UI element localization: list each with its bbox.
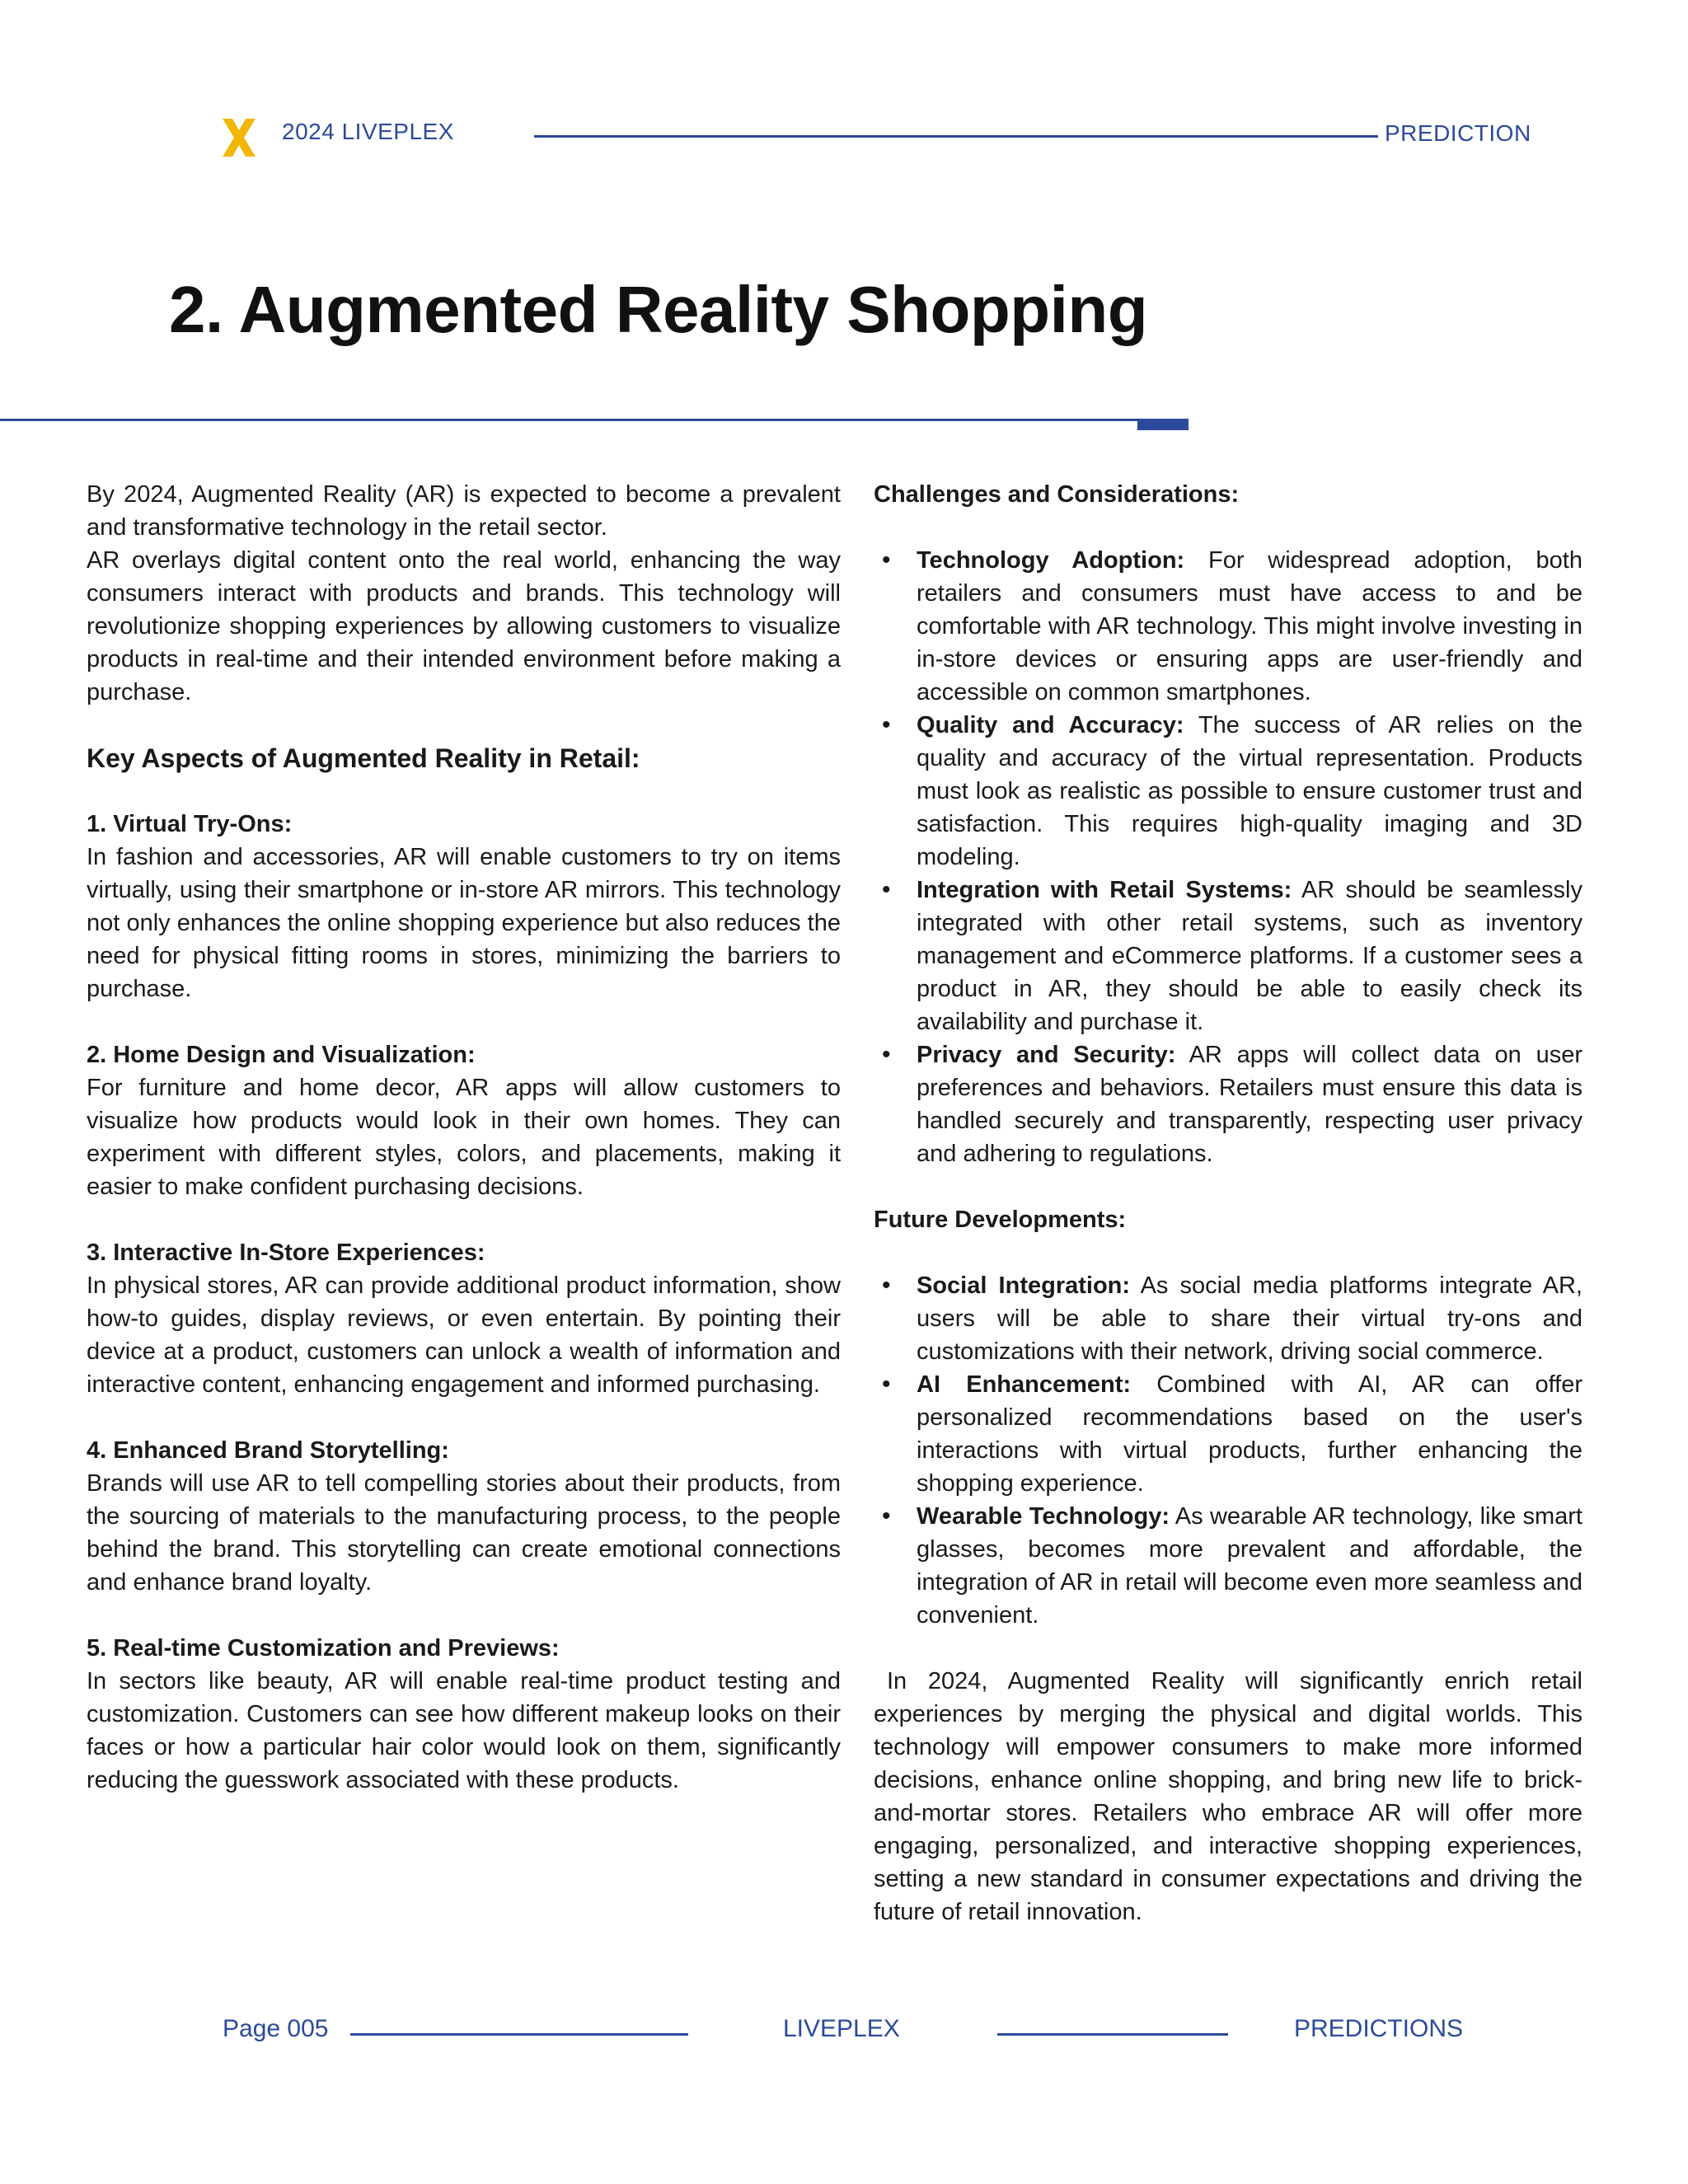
list-item — [874, 709, 1582, 874]
right-column — [874, 478, 1582, 1929]
intro-paragraph-2: AR overlays digital content onto the real world, enhancing the way consumers interact with products and brands. This technology will revolutionize shopping experiences by allowing customers to visualize products in real-time and their intended environment before making a purchase. — [87, 547, 841, 705]
item-label: Wearable Technology: — [917, 1503, 1170, 1530]
aspect-title: 3. Interactive In-Store Experiences: — [87, 1240, 485, 1266]
item-label: Integration with Retail Systems: — [917, 877, 1292, 903]
item-label: Technology Adoption: — [917, 547, 1185, 574]
title-rule-tab — [1137, 419, 1189, 430]
item-text: AR apps will collect data on user preferences and behaviors. Retailers must ensure this data is handled securely and transparently, respecting user privacy and adhering to regulations. — [917, 1042, 1582, 1167]
list-item — [874, 1500, 1582, 1632]
page-title: 2. Augmented Reality Shopping — [169, 273, 1148, 346]
list-item — [874, 1368, 1582, 1500]
item-text: For widespread adoption, both retailers and consumers must have access to and be comfortable with AR technology. This might involve investing in in-store devices or ensuring apps are user-friendly and accessible on common smartphones. — [917, 547, 1582, 705]
challenges-list — [874, 544, 1582, 1170]
aspect-body: In sectors like beauty, AR will enable real-time product testing and customization. Customers can see how different makeup looks on their faces or how a particular hair color would look on them, significantly reducing the guesswork associated with these products. — [87, 1668, 841, 1793]
list-item — [874, 1269, 1582, 1368]
item-text: The success of AR relies on the quality and accuracy of the virtual representation. Products must look as realistic as possible to ensure customer trust and satisfaction. This requires high-quality imaging and 3D modeling. — [917, 712, 1583, 870]
challenges-heading: Challenges and Considerations: — [874, 481, 1240, 508]
title-rule — [0, 419, 1137, 421]
list-item — [874, 874, 1582, 1038]
intro-paragraph-1: By 2024, Augmented Reality (AR) is expected to become a prevalent and transformative technology in the retail sector. — [87, 481, 841, 541]
header-divider — [534, 135, 1378, 138]
aspect-body: In fashion and accessories, AR will enable customers to try on items virtually, using their smartphone or in-store AR mirrors. This technology not only enhances the online shopping experience but also reduces the need for physical fitting rooms in stores, minimizing the barriers to purchase. — [87, 844, 841, 1002]
conclusion-paragraph: In 2024, Augmented Reality will significantly enrich retail experiences by merging the physical and digital worlds. This technology will empower consumers to make more informed decisions, enhance online shopping, and bring new life to brick-and-mortar stores. Retailers who embrace AR will offer more engaging, personalized, and interactive shopping experiences, setting a new standard in consumer expectations and driving the future of retail innovation. — [874, 1668, 1582, 1925]
item-text: As social media platforms integrate AR, users will be able to share their virtual try-ons and customizations with their network, driving social commerce. — [917, 1272, 1582, 1365]
header-section-label: PREDICTION — [1385, 120, 1531, 146]
footer-brand: LIVEPLEX — [783, 2015, 900, 2042]
footer-divider — [997, 2033, 1228, 2036]
list-item — [874, 1038, 1582, 1170]
aspect-body: Brands will use AR to tell compelling stories about their products, from the sourcing of materials to the manufacturing process, to the people behind the brand. This storytelling can create emotional connections and enhance brand loyalty. — [87, 1470, 841, 1596]
item-label: AI Enhancement: — [917, 1371, 1132, 1398]
future-list — [874, 1269, 1582, 1632]
item-text: As wearable AR technology, like smart glasses, becomes more prevalent and affordable, the integration of AR in retail will become even more seamless and convenient. — [917, 1503, 1582, 1629]
aspect-title: 1. Virtual Try-Ons: — [87, 811, 293, 837]
footer-section-label: PREDICTIONS — [1294, 2015, 1464, 2042]
item-text: AR should be seamlessly integrated with other retail systems, such as inventory management and eCommerce platforms. If a customer sees a product in AR, they should be able to easily check its availability and purchase it. — [917, 877, 1582, 1035]
liveplex-logo-icon — [223, 119, 256, 157]
item-label: Quality and Accuracy: — [917, 712, 1184, 738]
header-brand: 2024 LIVEPLEX — [282, 119, 454, 144]
footer-divider — [350, 2033, 688, 2036]
aspect-body: For furniture and home decor, AR apps will allow customers to visualize how products would look in their own homes. They can experiment with different styles, colors, and placements, making it easier to make confident purchasing decisions. — [87, 1075, 841, 1200]
aspect-body: In physical stores, AR can provide additional product information, show how-to guides, display reviews, or even entertain. By pointing their device at a product, customers can unlock a wealth of information and interactive content, enhancing engagement and informed purchasing. — [87, 1272, 841, 1398]
page-header — [223, 115, 1541, 157]
page-footer — [223, 2015, 1464, 2056]
item-label: Privacy and Security: — [917, 1042, 1176, 1068]
item-label: Social Integration: — [917, 1272, 1131, 1299]
aspect-title: 2. Home Design and Visualization: — [87, 1042, 476, 1068]
item-text: Combined with AI, AR can offer personalized recommendations based on the user's interactions with virtual products, further enhancing the shopping experience. — [917, 1371, 1582, 1497]
aspect-title: 5. Real-time Customization and Previews: — [87, 1635, 560, 1661]
key-aspects-heading: Key Aspects of Augmented Reality in Retail: — [87, 743, 640, 773]
list-item — [874, 544, 1582, 709]
left-column — [87, 478, 841, 1797]
page-number: Page 005 — [223, 2015, 329, 2042]
future-heading: Future Developments: — [874, 1207, 1127, 1233]
aspect-title: 4. Enhanced Brand Storytelling: — [87, 1437, 449, 1464]
